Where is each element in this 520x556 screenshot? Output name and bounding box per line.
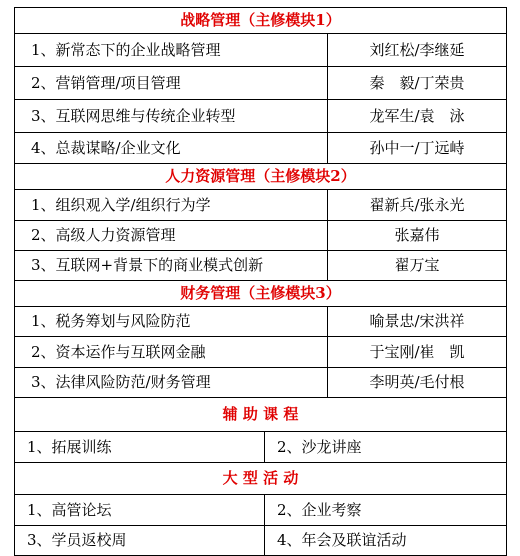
course-cell: 3、互联网思维与传统企业转型: [15, 100, 328, 133]
teacher-cell: 李明英/毛付根: [328, 368, 507, 398]
teacher-cell: 刘红松/李继延: [328, 34, 507, 67]
section-header-strategy: 战略管理（主修模块1）: [15, 8, 507, 34]
course-cell: 1、新常态下的企业战略管理: [15, 34, 328, 67]
course-cell: 1、税务筹划与风险防范: [15, 307, 328, 337]
teacher-cell: 孙中一/丁远峙: [328, 133, 507, 164]
course-cell: 2、高级人力资源管理: [15, 221, 328, 251]
section-header-hr: 人力资源管理（主修模块2）: [15, 164, 507, 190]
teacher-cell: 龙军生/袁 泳: [328, 100, 507, 133]
course-cell: 2、资本运作与互联网金融: [15, 337, 328, 368]
table-row: [15, 100, 507, 133]
course-cell: 3、互联网+背景下的商业模式创新: [15, 251, 328, 281]
table-row: [15, 133, 507, 164]
teacher-cell: 翟新兵/张永光: [328, 190, 507, 221]
teacher-cell: 喻景忠/宋洪祥: [328, 307, 507, 337]
table-row: [15, 190, 507, 221]
teacher-cell: 张嘉伟: [328, 221, 507, 251]
table-row: [15, 307, 507, 337]
table-row: [15, 495, 507, 526]
teacher-cell: 翟万宝: [328, 251, 507, 281]
table-row: [15, 34, 507, 67]
section-header-finance: 财务管理（主修模块3）: [15, 281, 507, 307]
list-item: 4、年会及联谊活动: [265, 526, 507, 556]
table-row: [15, 337, 507, 368]
list-item: 1、高管论坛: [15, 495, 265, 526]
teacher-cell: 秦 毅/丁荣贵: [328, 67, 507, 100]
table-row: [15, 221, 507, 251]
table-row: [15, 526, 507, 556]
table-row: [15, 251, 507, 281]
list-item: 1、拓展训练: [15, 432, 265, 463]
list-item: 2、沙龙讲座: [265, 432, 507, 463]
list-item: 3、学员返校周: [15, 526, 265, 556]
curriculum-table: [14, 7, 507, 556]
course-cell: 2、营销管理/项目管理: [15, 67, 328, 100]
course-cell: 1、组织观入学/组织行为学: [15, 190, 328, 221]
course-cell: 3、法律风险防范/财务管理: [15, 368, 328, 398]
teacher-cell: 于宝刚/崔 凯: [328, 337, 507, 368]
table-row: [15, 368, 507, 398]
table-row: [15, 432, 507, 463]
list-item: 2、企业考察: [265, 495, 507, 526]
section-header-auxiliary: 辅 助 课 程: [15, 398, 507, 432]
course-cell: 4、总裁谋略/企业文化: [15, 133, 328, 164]
table-row: [15, 67, 507, 100]
section-header-activities: 大 型 活 动: [15, 463, 507, 495]
